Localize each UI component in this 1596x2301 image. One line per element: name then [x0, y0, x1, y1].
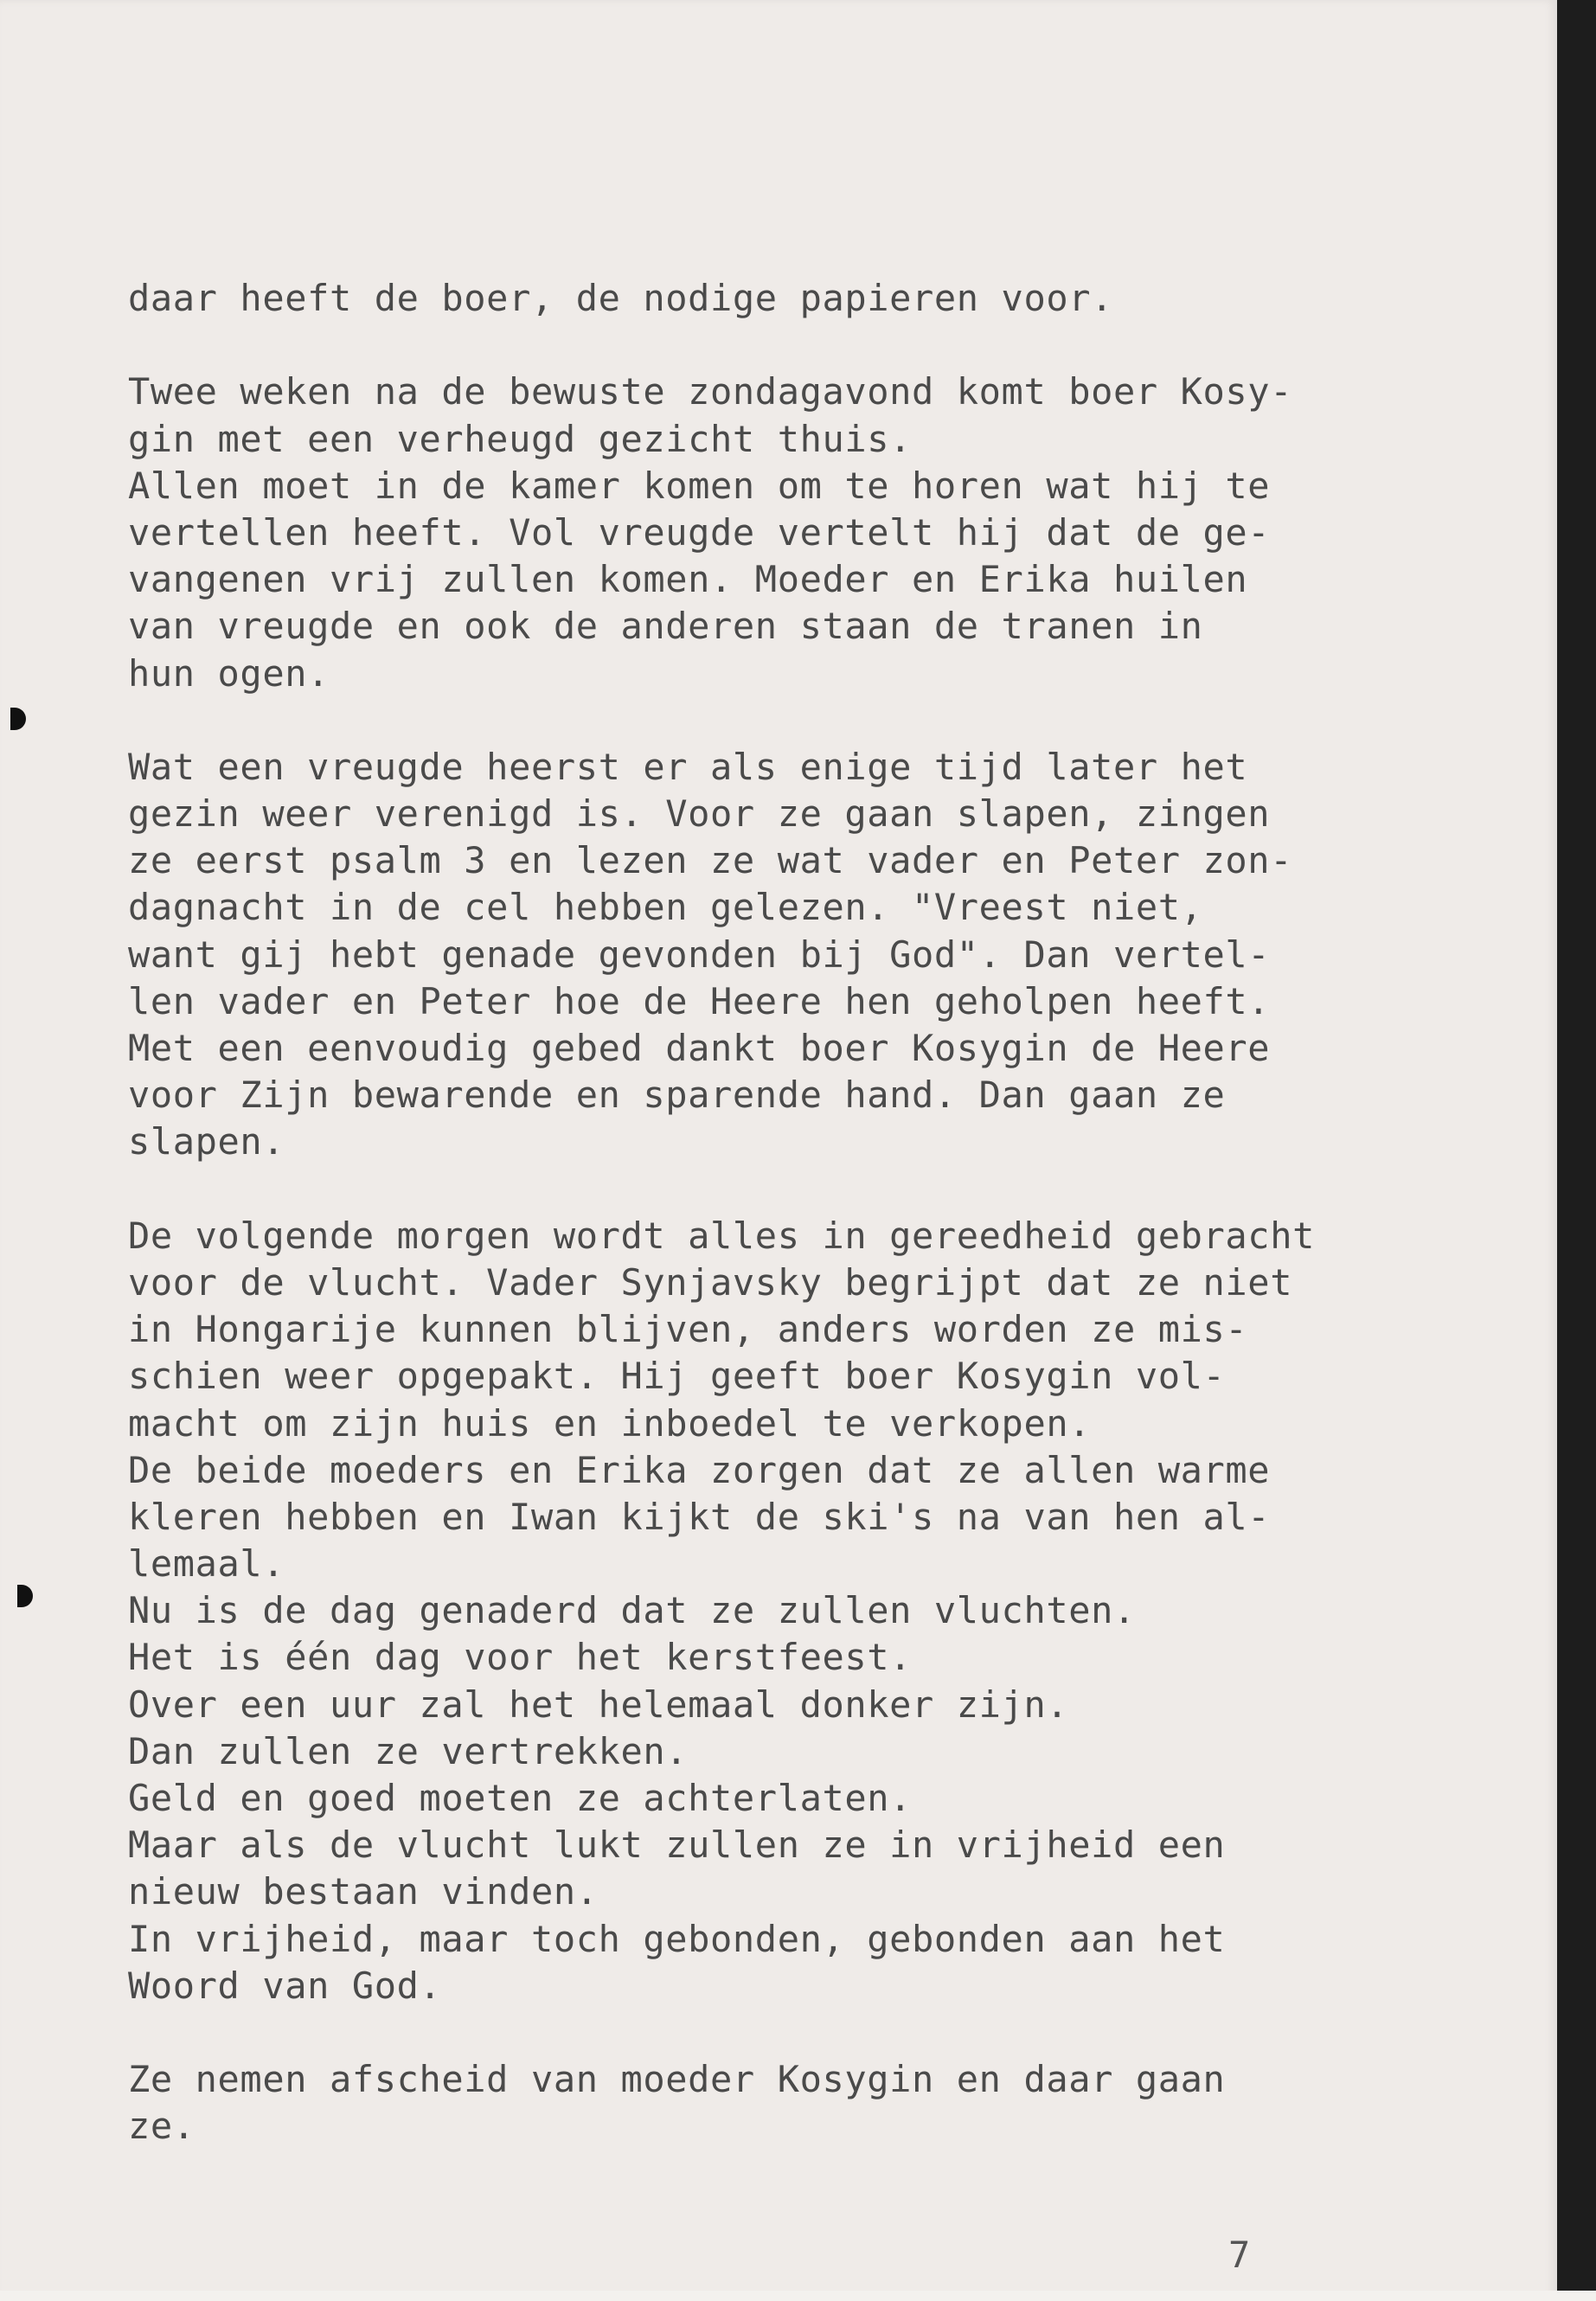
text-line: vertellen heeft. Vol vreugde vertelt hij dat de ge- [128, 510, 1271, 554]
paragraph [128, 369, 1477, 696]
text-line: kleren hebben en Iwan kijkt de ski's na van hen al- [128, 1495, 1271, 1538]
page-number: 7 [1228, 2234, 1251, 2276]
text-line: Geld en goed moeten ze achterlaten. [128, 1777, 913, 1819]
text-line: De volgende morgen wordt alles in gereedheid gebracht [128, 1214, 1315, 1257]
paragraph [128, 275, 1477, 322]
text-line: van vreugde en ook de anderen staan de tranen in [128, 605, 1203, 648]
text-line: Woord van God. [128, 1964, 442, 2007]
text-line: Het is één dag voor het kerstfeest. [128, 1636, 913, 1679]
paragraph [128, 1213, 1477, 2009]
text-line: vangenen vrij zullen komen. Moeder en Erika huilen [128, 558, 1248, 601]
text-line: Ze nemen afscheid van moeder Kosygin en daar gaan [128, 2058, 1226, 2101]
text-line: in Hongarije kunnen blijven, anders worden ze mis- [128, 1308, 1248, 1351]
text-line: hun ogen. [128, 651, 330, 695]
text-line: dagnacht in de cel hebben gelezen. "Vreest niet, [128, 886, 1203, 929]
scan-bottom-margin [0, 2291, 1596, 2301]
paragraph [128, 744, 1477, 1166]
text-line: want gij hebt genade gevonden bij God". Dan vertel- [128, 933, 1271, 976]
text-line: Dan zullen ze vertrekken. [128, 1729, 689, 1772]
text-line: slapen. [128, 1120, 285, 1163]
text-line: macht om zijn huis en inboedel te verkopen. [128, 1401, 1092, 1445]
text-line: gin met een verheugd gezicht thuis. [128, 417, 913, 460]
text-line: ze. [128, 2105, 195, 2148]
text-line: Twee weken na de bewuste zondagavond komt boer Kosy- [128, 370, 1293, 413]
paragraph [128, 2056, 1477, 2150]
text-line: gezin weer verenigd is. Voor ze gaan slapen, zingen [128, 792, 1271, 836]
text-line: voor de vlucht. Vader Synjavsky begrijpt dat ze niet [128, 1260, 1293, 1304]
text-line: schien weer opgepakt. Hij geeft boer Kosygin vol- [128, 1355, 1226, 1398]
text-line: Wat een vreugde heerst er als enige tijd later het [128, 745, 1248, 788]
text-line: Allen moet in de kamer komen om te horen wat hij te [128, 464, 1271, 507]
text-line: Nu is de dag genaderd dat ze zullen vluchten. [128, 1589, 1136, 1632]
text-line: len vader en Peter hoe de Heere hen geholpen heeft. [128, 979, 1271, 1022]
text-line: daar heeft de boer, de nodige papieren voor. [128, 277, 1113, 319]
punch-hole [17, 1585, 33, 1607]
text-line: Met een eenvoudig gebed dankt boer Kosygin de Heere [128, 1027, 1271, 1069]
body-text [128, 275, 1477, 2150]
text-line: Over een uur zal het helemaal donker zijn. [128, 1682, 1069, 1726]
punch-hole [10, 708, 26, 730]
scan-edge [1557, 0, 1596, 2301]
text-line: ze eerst psalm 3 en lezen ze wat vader en Peter zon- [128, 839, 1293, 882]
text-line: In vrijheid, maar toch gebonden, gebonden aan het [128, 1917, 1226, 1960]
text-line: lemaal. [128, 1542, 285, 1586]
text-line: voor Zijn bewarende en sparende hand. Dan gaan ze [128, 1074, 1226, 1117]
text-line: Maar als de vlucht lukt zullen ze in vrijheid een [128, 1823, 1226, 1867]
text-line: De beide moeders en Erika zorgen dat ze allen warme [128, 1448, 1271, 1491]
text-line: nieuw bestaan vinden. [128, 1870, 599, 1913]
